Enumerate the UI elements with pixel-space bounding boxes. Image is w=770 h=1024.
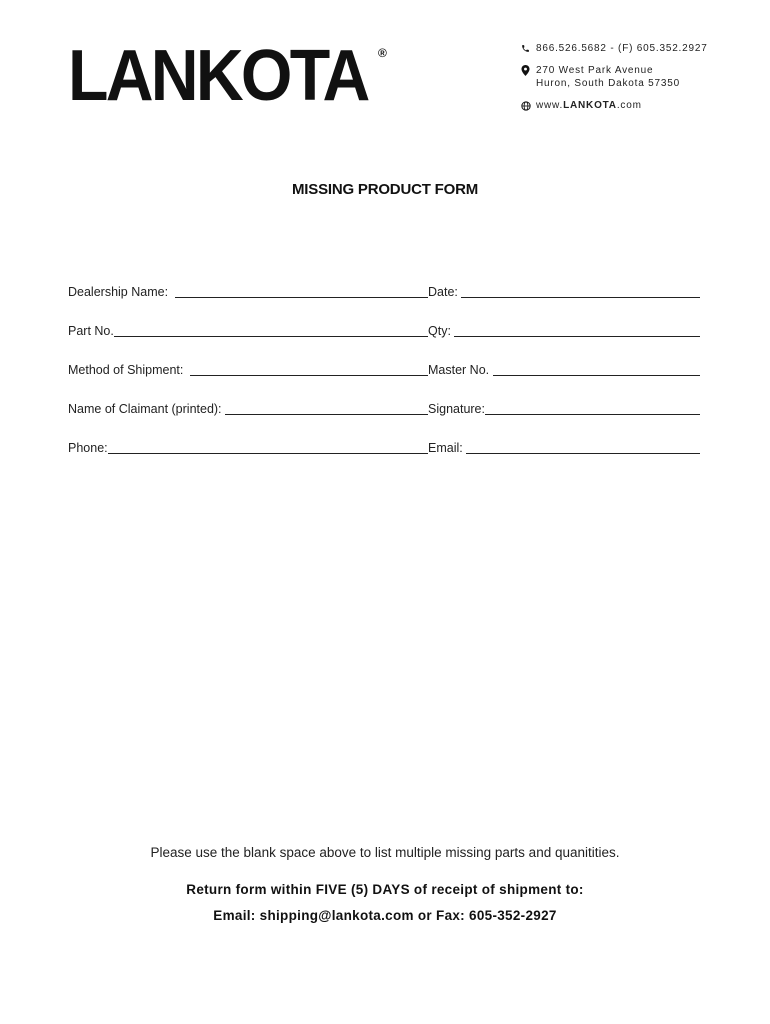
form-row xyxy=(68,338,700,377)
part-no-label: Part No. xyxy=(68,324,114,338)
form-row xyxy=(68,416,700,455)
phone-label: Phone: xyxy=(68,441,108,455)
contact-address xyxy=(520,64,708,90)
registered-mark: ® xyxy=(378,46,387,60)
address-line1: 270 West Park Avenue xyxy=(536,65,654,76)
claimant-name-field[interactable] xyxy=(225,401,428,415)
return-instructions: Return form within FIVE (5) DAYS of receipt of shipment to: xyxy=(186,882,584,897)
form-row xyxy=(68,299,700,338)
contact-phone xyxy=(520,42,708,55)
contact-address-text xyxy=(536,64,680,90)
web-prefix: www. xyxy=(536,100,564,111)
instructions-note: Please use the blank space above to list multiple missing parts and quanitities. xyxy=(150,845,620,860)
globe-icon xyxy=(520,99,531,112)
signature-label: Signature: xyxy=(428,402,485,416)
method-of-shipment-field[interactable] xyxy=(190,362,428,376)
qty-field[interactable] xyxy=(454,323,700,337)
form-row xyxy=(68,377,700,416)
form-row xyxy=(68,260,700,299)
date-label: Date: xyxy=(428,285,462,299)
phone-icon xyxy=(520,42,531,55)
dealership-name-field[interactable] xyxy=(175,284,428,298)
web-brand: LANKOTA xyxy=(563,100,617,111)
method-of-shipment-label: Method of Shipment: xyxy=(68,363,191,377)
contact-phone-text: 866.526.5682 - (F) 605.352.2927 xyxy=(536,43,708,54)
form-fields xyxy=(68,260,700,455)
claimant-name-label: Name of Claimant (printed): xyxy=(68,402,226,416)
contact-web xyxy=(520,99,708,112)
master-no-field[interactable] xyxy=(493,362,700,376)
website-link[interactable] xyxy=(536,99,642,112)
map-pin-icon xyxy=(520,64,531,77)
qty-label: Qty: xyxy=(428,324,455,338)
date-field[interactable] xyxy=(461,284,700,298)
web-suffix: .com xyxy=(616,100,642,111)
company-logo: LANKOTA xyxy=(68,36,368,116)
email-label: Email: xyxy=(428,441,467,455)
form-title: MISSING PRODUCT FORM xyxy=(292,181,478,198)
part-no-field[interactable] xyxy=(114,323,428,337)
dealership-name-label: Dealership Name: xyxy=(68,285,175,299)
email-field[interactable] xyxy=(466,440,700,454)
master-no-label: Master No. xyxy=(428,363,493,377)
contact-block xyxy=(520,42,708,121)
signature-field[interactable] xyxy=(485,401,700,415)
phone-field[interactable] xyxy=(108,440,428,454)
address-line2: Huron, South Dakota 57350 xyxy=(536,78,680,89)
return-contact: Email: shipping@lankota.com or Fax: 605-352-2927 xyxy=(213,908,557,923)
